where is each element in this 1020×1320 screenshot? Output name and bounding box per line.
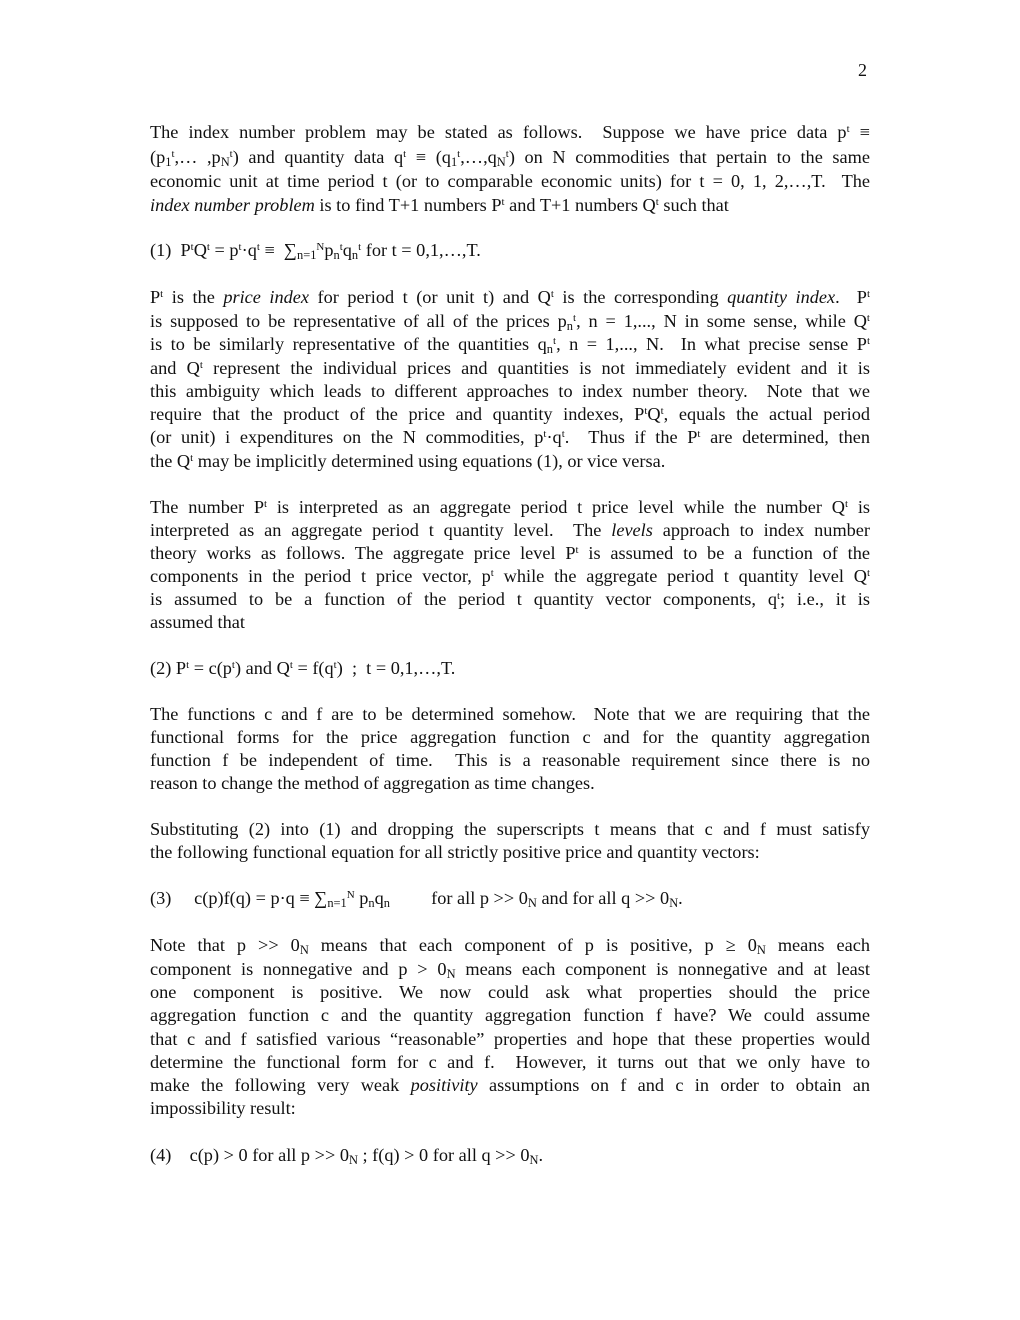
equation-line: (4) c(p) > 0 for all $p >> 0_N$ ; f(q) > 0 for all $q >> 0_N$. bbox=[150, 1145, 544, 1168]
text-line: (or unit) i expenditures on the N commodities, $p^t\cdot q^t$. Thus if the $P^t$ are determined, then bbox=[150, 427, 870, 447]
text-line: components in the period t price vector, $p^t$ while the aggregate period t quantity level $Q^t$ bbox=[150, 566, 870, 586]
page-number: 2 bbox=[858, 60, 867, 80]
text-line: aggregation function c and the quantity aggregation function f have? We could assume bbox=[150, 1005, 870, 1025]
text-line: theory works as follows. The aggregate price level $P^t$ is assumed to be a function of the bbox=[150, 543, 870, 563]
text-line: require that the product of the price and quantity indexes, $P^tQ^t$, equals the actual period bbox=[150, 404, 871, 424]
text-line: index number problem is to find T+1 numbers $P^t$ and T+1 numbers $Q^t$ such that bbox=[150, 195, 729, 215]
text-line: the $Q^t$ may be implicitly determined using equations (1), or vice versa. bbox=[150, 451, 666, 471]
equation-line: (3) $c(p)f(q) = p\cdot q \equiv \sum_{n=1}^N$ $p_nq_n$ for all $p >> 0_N$ and for all $q >> 0_N$. bbox=[150, 888, 683, 911]
text-line: this ambiguity which leads to different approaches to index number theory. Note that we bbox=[150, 381, 870, 401]
text-line: reason to change the method of aggregation as time changes. bbox=[150, 773, 595, 793]
text-line: $P^t$ is the price index for period t (or unit t) and $Q^t$ is the corresponding quantity index. $P^t$ bbox=[150, 287, 870, 307]
text-line: The index number problem may be stated as follows. Suppose we have price data $p^t$ ≡ bbox=[150, 122, 870, 142]
text-line: determine the functional form for c and f. However, it turns out that we only have to bbox=[150, 1052, 870, 1072]
text-line: and $Q^t$ represent the individual prices and quantities is not immediately evident and it is bbox=[150, 358, 870, 378]
text-line: is assumed to be a function of the period t quantity vector components, $q^t$; i.e., it is bbox=[150, 589, 870, 609]
text-line: Substituting (2) into (1) and dropping the superscripts t means that c and f must satisfy bbox=[150, 819, 870, 839]
text-line: functional forms for the price aggregation function c and for the quantity aggregation bbox=[150, 727, 870, 747]
text-line: component is nonnegative and $p > 0_N$ means each component is nonnegative and at least bbox=[150, 959, 870, 982]
text-line: interpreted as an aggregate period t quantity level. The levels approach to index number bbox=[150, 520, 871, 540]
text-line: is supposed to be representative of all of the prices $p_n^t$, n = 1,..., N in some sense, while $Q^t$ bbox=[150, 311, 870, 334]
text-line: make the following very weak positivity assumptions on f and c in order to obtain an bbox=[150, 1075, 870, 1095]
text-line: the following functional equation for all strictly positive price and quantity vectors: bbox=[150, 842, 760, 862]
text-line: The number $P^t$ is interpreted as an aggregate period t price level while the number $Q^t$ is bbox=[150, 497, 871, 517]
equation-line: (1) $P^tQ^t = p^t\cdot q^t \equiv \sum_{n=1}^Np_n^tq_n^t$ for t = 0,1,…,T. bbox=[150, 240, 481, 263]
equation-line: (2) $P^t = c(p^t)$ and $Q^t = f(q^t)$ ; t = 0,1,…,T. bbox=[150, 658, 456, 678]
text-line: ($p_1^t,\dots$ $,p_N^t$) and quantity data $q^t$ ≡ $(q_1^t,\dots,q_N^t)$ on N commodities that pertain to the same bbox=[150, 147, 870, 170]
text-line: is to be similarly representative of the quantities $q_n^t$, n = 1,..., N. In what precise sense $P^t$ bbox=[150, 334, 870, 357]
text-line: Note that $p >> 0_N$ means that each component of p is positive, $p \ge 0_N$ means each bbox=[150, 935, 871, 958]
text-line: The functions c and f are to be determined somehow. Note that we are requiring that the bbox=[150, 704, 870, 724]
text-line: one component is positive. We now could ask what properties should the price bbox=[150, 982, 870, 1002]
text-line: economic unit at time period t (or to comparable economic units) for t = 0, 1, 2,…,T. The bbox=[150, 171, 870, 191]
text-line: assumed that bbox=[150, 612, 245, 632]
text-line: that c and f satisfied various “reasonable” properties and hope that these properties would bbox=[150, 1029, 870, 1049]
text-line: impossibility result: bbox=[150, 1098, 296, 1118]
text-line: function f be independent of time. This is a reasonable requirement since there is no bbox=[150, 750, 870, 770]
